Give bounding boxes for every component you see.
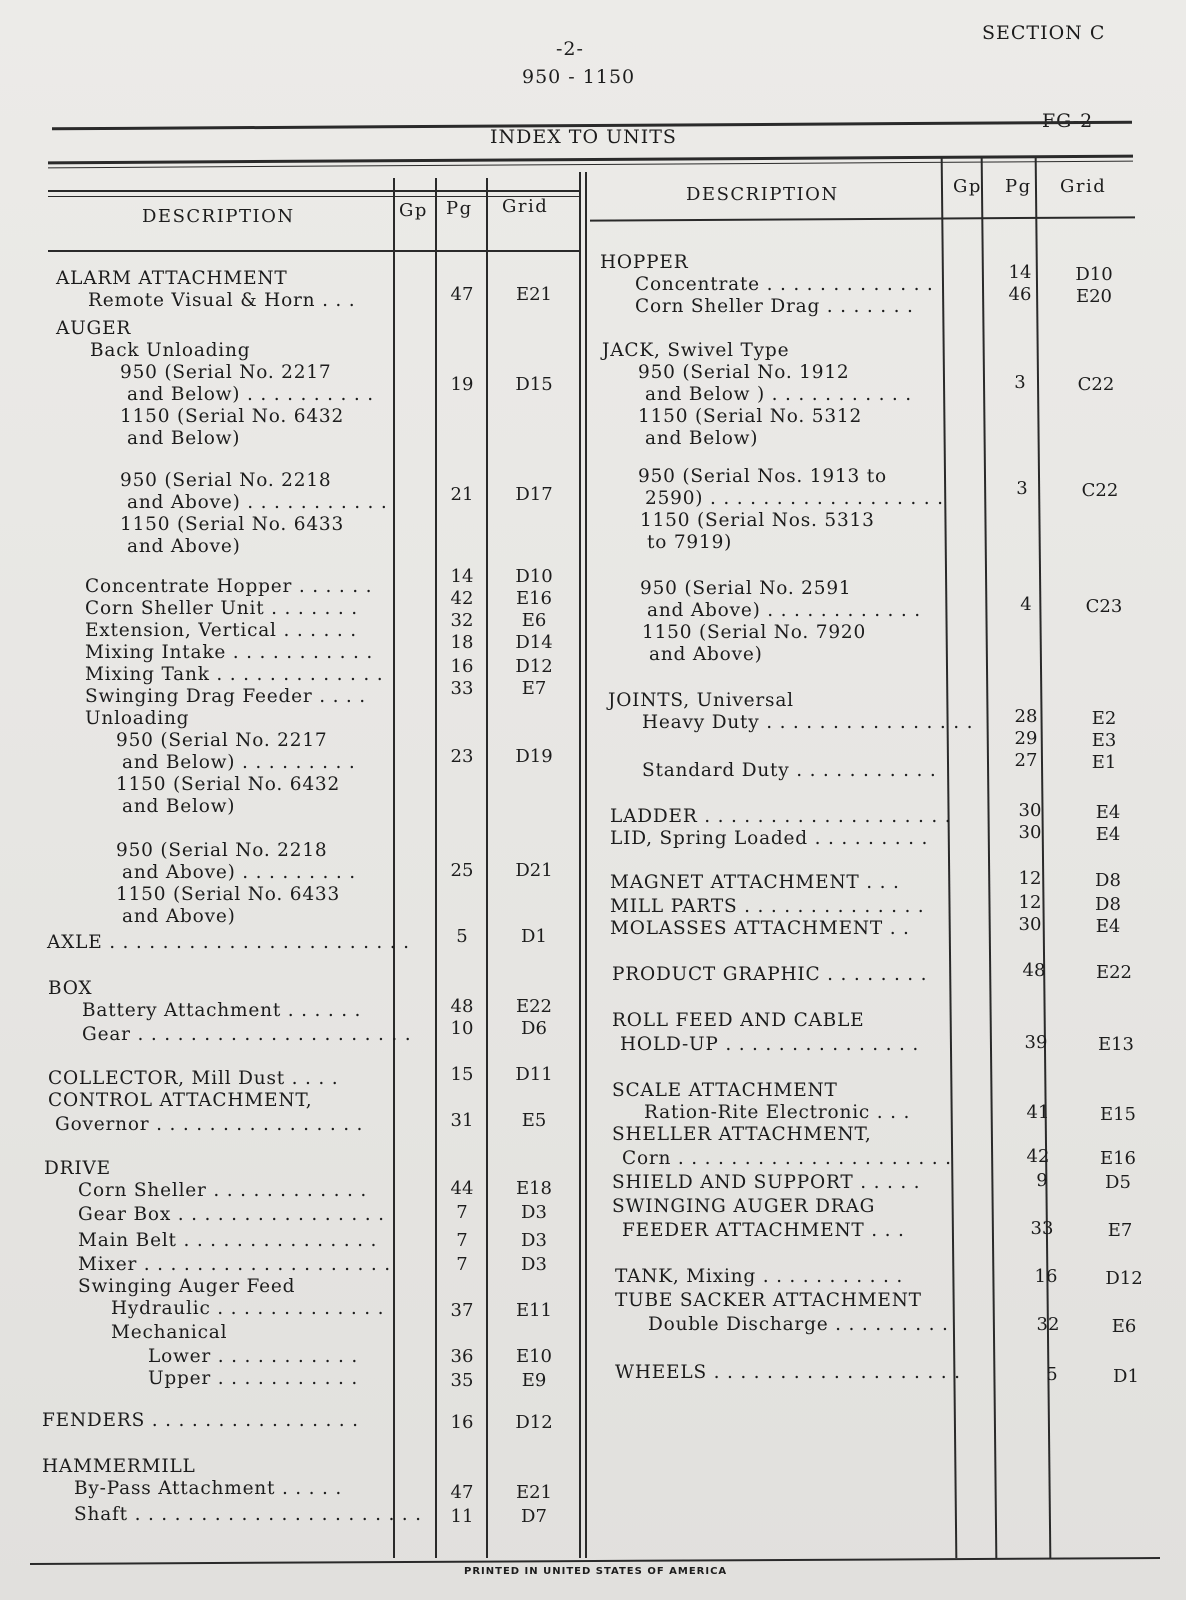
index-entry: LADDER . . . . . . . . . . . . . . . . . . . (610, 806, 952, 827)
page-ref: 10 (450, 1018, 474, 1039)
page-ref: 16 (450, 656, 474, 677)
index-entry: Lower . . . . . . . . . . . (148, 1346, 359, 1367)
page-ref: 4 (1020, 594, 1032, 615)
index-entry: Extension, Vertical . . . . . . (85, 620, 357, 641)
grid-ref: E10 (515, 1346, 553, 1367)
index-entry: Corn Sheller Unit . . . . . . . (85, 598, 358, 619)
grid-ref: D8 (1095, 894, 1121, 915)
footer-rule (30, 1557, 1160, 1565)
grid-ref: E22 (515, 996, 553, 1017)
index-entry: 950 (Serial No. 2218 (116, 840, 328, 861)
grid-ref: E21 (515, 1482, 553, 1503)
left-grid-header: Grid (502, 196, 549, 217)
page-ref: 7 (456, 1230, 468, 1251)
index-entry: and Below) . . . . . . . . . . (127, 384, 374, 405)
index-entry: and Below) (122, 796, 236, 817)
index-entry: HOLD-UP . . . . . . . . . . . . . . . (620, 1034, 920, 1055)
grid-ref: E6 (1111, 1316, 1137, 1337)
index-entry: TUBE SACKER ATTACHMENT (615, 1290, 922, 1311)
page-ref: 14 (1008, 262, 1032, 283)
index-entry: SHELLER ATTACHMENT, (612, 1124, 872, 1145)
right-pg-divider (981, 158, 998, 1558)
grid-ref: E1 (1091, 752, 1117, 773)
index-entry: and Above) . . . . . . . . . . . . (647, 600, 921, 621)
grid-ref: E7 (1107, 1220, 1133, 1241)
index-entry: Shaft . . . . . . . . . . . . . . . . . . . . . . (74, 1504, 422, 1525)
index-entry: By-Pass Attachment . . . . . (74, 1478, 343, 1499)
page-ref: 28 (1014, 706, 1038, 727)
index-entry: Standard Duty . . . . . . . . . . . (642, 760, 937, 781)
page-ref: 46 (1008, 284, 1032, 305)
index-entry: 1150 (Serial Nos. 5313 (640, 510, 875, 531)
index-entry: MOLASSES ATTACHMENT . . (610, 918, 910, 939)
grid-ref: C23 (1085, 596, 1123, 617)
left-description-header: DESCRIPTION (142, 206, 295, 227)
index-entry: Gear . . . . . . . . . . . . . . . . . . . . . (82, 1024, 412, 1045)
index-entry: Battery Attachment . . . . . . (82, 1000, 362, 1021)
grid-ref: E22 (1095, 962, 1133, 983)
page-ref: 42 (1026, 1146, 1050, 1167)
index-entry: 950 (Serial No. 2218 (120, 470, 332, 491)
page-ref: 32 (1036, 1314, 1060, 1335)
index-entry: FENDERS . . . . . . . . . . . . . . . . (42, 1410, 359, 1431)
index-entry: 1150 (Serial No. 6432 (116, 774, 341, 795)
grid-ref: C22 (1081, 480, 1119, 501)
left-pg-header: Pg (446, 198, 473, 219)
grid-ref: D21 (515, 860, 553, 881)
index-entry: Mixing Tank . . . . . . . . . . . . . (85, 664, 384, 685)
grid-ref: E16 (1099, 1148, 1137, 1169)
index-entry: and Below) (127, 428, 241, 449)
grid-ref: C22 (1077, 374, 1115, 395)
page-ref: 35 (450, 1370, 474, 1391)
grid-ref: E21 (515, 284, 553, 305)
index-entry: and Below ) . . . . . . . . . . . (645, 384, 912, 405)
grid-ref: D3 (521, 1254, 547, 1275)
page-ref: 23 (450, 746, 474, 767)
grid-ref: D14 (515, 632, 553, 653)
grid-ref: E7 (521, 678, 547, 699)
left-header-bottom-rule (48, 250, 581, 252)
grid-ref: E11 (515, 1300, 553, 1321)
grid-ref: E18 (515, 1178, 553, 1199)
index-entry: Swinging Drag Feeder . . . . (85, 686, 366, 707)
index-entry: to 7919) (647, 532, 733, 553)
page-ref: 27 (1014, 750, 1038, 771)
page-ref: 30 (1018, 800, 1042, 821)
grid-ref: D3 (521, 1230, 547, 1251)
page-ref: 3 (1014, 372, 1026, 393)
grid-ref: D12 (515, 656, 553, 677)
page-ref: 48 (450, 996, 474, 1017)
index-entry: 950 (Serial No. 2217 (116, 730, 328, 751)
index-entry: AUGER (56, 318, 132, 339)
index-entry: Swinging Auger Feed (78, 1276, 296, 1297)
grid-ref: D1 (521, 926, 547, 947)
index-entry: WHEELS . . . . . . . . . . . . . . . . . . . (615, 1362, 961, 1383)
right-grid-divider (1035, 158, 1052, 1558)
grid-ref: D15 (515, 374, 553, 395)
page-ref: 14 (450, 566, 474, 587)
index-entry: SCALE ATTACHMENT (612, 1080, 838, 1101)
grid-ref: D19 (515, 746, 553, 767)
index-entry: Gear Box . . . . . . . . . . . . . . . . (78, 1204, 385, 1225)
right-grid-header: Grid (1060, 176, 1107, 197)
index-entry: Corn . . . . . . . . . . . . . . . . . . . . . (622, 1148, 952, 1169)
page-ref: 19 (450, 374, 474, 395)
index-entry: and Below) (645, 428, 759, 449)
grid-ref: E16 (515, 588, 553, 609)
page-ref: 33 (450, 678, 474, 699)
grid-ref: E4 (1095, 802, 1121, 823)
index-entry: 1150 (Serial No. 5312 (638, 406, 863, 427)
section-label: SECTION C (982, 22, 1106, 44)
index-entry: Mixing Intake . . . . . . . . . . . (85, 642, 374, 663)
index-entry: 950 (Serial No. 2217 (120, 362, 332, 383)
left-gp-divider (393, 178, 395, 1558)
index-entry: BOX (48, 978, 93, 999)
index-entry: JOINTS, Universal (608, 690, 794, 711)
grid-ref: E20 (1075, 286, 1113, 307)
page-ref: 9 (1036, 1170, 1048, 1191)
page-ref: 29 (1014, 728, 1038, 749)
index-entry: TANK, Mixing . . . . . . . . . . . (615, 1266, 903, 1287)
left-gp-header: Gp (399, 200, 428, 221)
index-entry: Double Discharge . . . . . . . . . (648, 1314, 949, 1335)
index-entry: 2590) . . . . . . . . . . . . . . . . . . (645, 488, 944, 509)
page-ref: 5 (456, 926, 468, 947)
page-ref: 37 (450, 1300, 474, 1321)
grid-ref: D12 (1105, 1268, 1143, 1289)
index-entry: Mixer . . . . . . . . . . . . . . . . . . . (78, 1254, 391, 1275)
index-entry: 1150 (Serial No. 6433 (120, 514, 345, 535)
index-entry: Remote Visual & Horn . . . (88, 290, 356, 311)
index-entry: ALARM ATTACHMENT (56, 268, 288, 289)
right-gp-header: Gp (953, 176, 982, 197)
grid-ref: E2 (1091, 708, 1117, 729)
page-ref: 30 (1018, 822, 1042, 843)
index-entry: SWINGING AUGER DRAG (612, 1196, 876, 1217)
grid-ref: E15 (1099, 1104, 1137, 1125)
grid-ref: D10 (515, 566, 553, 587)
index-entry: and Above) . . . . . . . . . (122, 862, 356, 883)
grid-ref: D5 (1105, 1172, 1131, 1193)
page-ref: 18 (450, 632, 474, 653)
index-entry: Corn Sheller Drag . . . . . . . (635, 296, 914, 317)
page-ref: 16 (450, 1412, 474, 1433)
grid-ref: E5 (521, 1110, 547, 1131)
grid-ref: E13 (1097, 1034, 1135, 1055)
page-ref: 3 (1016, 478, 1028, 499)
index-entry: 1150 (Serial No. 6432 (120, 406, 345, 427)
index-entry: SHIELD AND SUPPORT . . . . . (612, 1172, 921, 1193)
page-ref: 25 (450, 860, 474, 881)
page-ref: 12 (1018, 892, 1042, 913)
page-ref: 36 (450, 1346, 474, 1367)
index-entry: Upper . . . . . . . . . . . (148, 1368, 359, 1389)
grid-ref: E4 (1095, 824, 1121, 845)
page-ref: 41 (1026, 1102, 1050, 1123)
page-ref: 33 (1030, 1218, 1054, 1239)
index-entry: CONTROL ATTACHMENT, (48, 1090, 313, 1111)
index-entry: FEEDER ATTACHMENT . . . (622, 1220, 905, 1241)
index-entry: and Above) . . . . . . . . . . . (127, 492, 388, 513)
grid-ref: D11 (515, 1064, 553, 1085)
index-entry: Governor . . . . . . . . . . . . . . . . (55, 1114, 364, 1135)
right-description-header: DESCRIPTION (686, 184, 839, 205)
grid-ref: D10 (1075, 264, 1113, 285)
right-gp-divider (941, 158, 958, 1558)
index-entry: 950 (Serial Nos. 1913 to (638, 466, 887, 487)
index-entry: Corn Sheller . . . . . . . . . . . . (78, 1180, 368, 1201)
page-ref: 30 (1018, 914, 1042, 935)
index-entry: MAGNET ATTACHMENT . . . (610, 872, 900, 893)
index-entry: Main Belt . . . . . . . . . . . . . . . (78, 1230, 378, 1251)
page-ref: 39 (1024, 1032, 1048, 1053)
index-entry: LID, Spring Loaded . . . . . . . . . (610, 828, 929, 849)
index-entry: 1150 (Serial No. 7920 (642, 622, 867, 643)
page-ref: 31 (450, 1110, 474, 1131)
index-entry: HOPPER (600, 252, 689, 273)
index-entry: JACK, Swivel Type (602, 340, 790, 361)
index-entry: 950 (Serial No. 1912 (638, 362, 850, 383)
model-number: 950 - 1150 (522, 66, 636, 88)
grid-ref: E3 (1091, 730, 1117, 751)
grid-ref: E6 (521, 610, 547, 631)
index-entry: ROLL FEED AND CABLE (612, 1010, 865, 1031)
page-number: -2- (556, 38, 584, 60)
index-entry: Hydraulic . . . . . . . . . . . . . (111, 1298, 385, 1319)
grid-ref: D1 (1113, 1366, 1139, 1387)
index-entry: DRIVE (44, 1158, 111, 1179)
grid-ref: E4 (1095, 916, 1121, 937)
page-ref: 47 (450, 284, 474, 305)
center-divider-b (585, 172, 587, 1558)
grid-ref: D8 (1095, 870, 1121, 891)
index-entry: AXLE . . . . . . . . . . . . . . . . . . . . . . . (47, 932, 410, 953)
index-entry: and Above) (122, 906, 236, 927)
index-entry: Mechanical (111, 1322, 228, 1343)
page-ref: 7 (456, 1202, 468, 1223)
right-header-bottom-rule (590, 216, 1135, 221)
index-entry: and Above) (649, 644, 763, 665)
page-ref: 15 (450, 1064, 474, 1085)
page-ref: 48 (1022, 960, 1046, 981)
index-entry: Unloading (85, 708, 190, 729)
index-entry: COLLECTOR, Mill Dust . . . . (48, 1068, 339, 1089)
grid-ref: D3 (521, 1202, 547, 1223)
page-ref: 11 (450, 1506, 474, 1527)
page-ref: 16 (1034, 1266, 1058, 1287)
left-header-top-rule (48, 190, 581, 192)
index-entry: Concentrate . . . . . . . . . . . . . (635, 274, 934, 295)
index-entry: 950 (Serial No. 2591 (640, 578, 852, 599)
print-footer: PRINTED IN UNITED STATES OF AMERICA (464, 1566, 728, 1577)
index-entry: and Above) (127, 536, 241, 557)
grid-ref: D6 (521, 1018, 547, 1039)
page-ref: 5 (1046, 1364, 1058, 1385)
table-top-rule (48, 155, 1133, 165)
center-divider-a (579, 172, 581, 1558)
index-entry: Heavy Duty . . . . . . . . . . . . . . . . (642, 712, 974, 733)
page-ref: 21 (450, 484, 474, 505)
index-entry: MILL PARTS . . . . . . . . . . . . . . (610, 896, 925, 917)
page-ref: 47 (450, 1482, 474, 1503)
right-pg-header: Pg (1005, 176, 1032, 197)
page-ref: 7 (456, 1254, 468, 1275)
grid-ref: E9 (521, 1370, 547, 1391)
index-entry: Back Unloading (90, 340, 251, 361)
index-entry: PRODUCT GRAPHIC . . . . . . . . (612, 964, 928, 985)
page-ref: 32 (450, 610, 474, 631)
page-ref: 42 (450, 588, 474, 609)
page-title: INDEX TO UNITS (490, 126, 677, 148)
index-entry: Ration-Rite Electronic . . . (644, 1102, 911, 1123)
index-entry: 1150 (Serial No. 6433 (116, 884, 341, 905)
grid-ref: D12 (515, 1412, 553, 1433)
grid-ref: D7 (521, 1506, 547, 1527)
index-entry: and Below) . . . . . . . . . (122, 752, 356, 773)
index-entry: HAMMERMILL (42, 1456, 196, 1477)
page-ref: 12 (1018, 868, 1042, 889)
grid-ref: D17 (515, 484, 553, 505)
page-ref: 44 (450, 1178, 474, 1199)
index-entry: Concentrate Hopper . . . . . . (85, 576, 373, 597)
